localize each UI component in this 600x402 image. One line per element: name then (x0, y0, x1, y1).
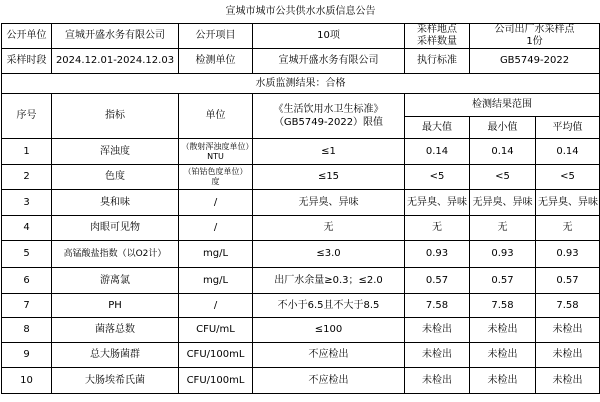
table-row (2, 190, 600, 216)
row-limit: ≤15 (253, 165, 405, 190)
row-max: 0.14 (405, 139, 470, 165)
row-avg: 0.57 (536, 268, 600, 294)
monitoring-result: 水质监测结果：合格 (2, 74, 600, 94)
header-min: 最小值 (470, 117, 536, 139)
row-seq: 5 (2, 241, 52, 268)
row-limit: ≤100 (253, 318, 405, 343)
row-limit: 不小于6.5且不大于8.5 (253, 294, 405, 318)
table-row (2, 241, 600, 268)
row-seq: 8 (2, 318, 52, 343)
row-avg: 7.58 (536, 294, 600, 318)
testing-unit-label: 检测单位 (179, 49, 253, 74)
title-row (2, 0, 600, 24)
table-row (2, 139, 600, 165)
header-standard (253, 94, 405, 139)
row-seq: 9 (2, 343, 52, 368)
table-row (2, 268, 600, 294)
row-limit: 出厂水余量≥0.3；≤2.0 (253, 268, 405, 294)
row-avg: 未检出 (536, 318, 600, 343)
row-limit: ≤3.0 (253, 241, 405, 268)
row-limit: 无异臭、异味 (253, 190, 405, 216)
page-title: 宣城市城市公共供水水质信息公告 (225, 5, 376, 17)
row-seq: 4 (2, 216, 52, 241)
row-unit: CFU/mL (179, 318, 253, 343)
sampling-period-value: 2024.12.01-2024.12.03 (52, 49, 179, 74)
row-seq: 7 (2, 294, 52, 318)
row-indicator: 游离氯 (52, 268, 179, 294)
row-indicator: 浑浊度 (52, 139, 179, 165)
sampling-site-label-b: 采样数量 (417, 36, 457, 47)
info-row-1 (2, 24, 600, 49)
row-limit: 不应检出 (253, 343, 405, 368)
row-seq: 1 (2, 139, 52, 165)
row-max: <5 (405, 165, 470, 190)
row-min: 未检出 (470, 343, 536, 368)
header-range: 检测结果范围 (405, 94, 600, 117)
row-max: 无 (405, 216, 470, 241)
standard-label: 执行标准 (405, 49, 470, 74)
row-min: 7.58 (470, 294, 536, 318)
sampling-site-value-b: 1份 (526, 36, 543, 47)
row-min: 未检出 (470, 368, 536, 394)
row-indicator: 菌落总数 (52, 318, 179, 343)
row-unit: mg/L (179, 268, 253, 294)
row-indicator: 臭和味 (52, 190, 179, 216)
header-seq: 序号 (2, 94, 52, 139)
table-row (2, 343, 600, 368)
header-unit: 单位 (179, 94, 253, 139)
publisher-value: 宣城开盛水务有限公司 (52, 24, 179, 49)
header-max: 最大值 (405, 117, 470, 139)
row-unit: / (179, 190, 253, 216)
row-limit: 不应检出 (253, 368, 405, 394)
row-max: 0.93 (405, 241, 470, 268)
row-min: 0.93 (470, 241, 536, 268)
row-unit: mg/L (179, 241, 253, 268)
row-max: 无异臭、异味 (405, 190, 470, 216)
testing-unit-value: 宣城开盛水务有限公司 (253, 49, 405, 74)
row-unit: CFU/100mL (179, 343, 253, 368)
row-avg: 无异臭、异味 (536, 190, 600, 216)
row-max: 未检出 (405, 368, 470, 394)
row-max: 0.57 (405, 268, 470, 294)
table-row (2, 368, 600, 394)
row-unit: （铂钴色度单位）度 (179, 165, 253, 190)
row-avg: 未检出 (536, 368, 600, 394)
table-row (2, 216, 600, 241)
row-min: 0.57 (470, 268, 536, 294)
row-indicator: 总大肠菌群 (52, 343, 179, 368)
row-seq: 6 (2, 268, 52, 294)
sampling-site-label-a: 采样地点 (417, 24, 457, 35)
row-max: 7.58 (405, 294, 470, 318)
row-min: 未检出 (470, 318, 536, 343)
row-avg: <5 (536, 165, 600, 190)
row-indicator: 大肠埃希氏菌 (52, 368, 179, 394)
header-row-1 (2, 94, 600, 117)
project-label: 公开项目 (179, 24, 253, 49)
row-avg: 0.93 (536, 241, 600, 268)
row-unit: / (179, 216, 253, 241)
row-indicator: 高锰酸盐指数（以O2计） (52, 241, 179, 268)
table-row (2, 318, 600, 343)
table-row (2, 294, 600, 318)
row-unit: CFU/100mL (179, 368, 253, 394)
sampling-site-value (470, 24, 600, 49)
header-standard-line1: 《生活饮用水卫生标准》 (273, 104, 384, 115)
header-indicator: 指标 (52, 94, 179, 139)
result-row (2, 74, 600, 94)
sampling-site-label (405, 24, 470, 49)
row-seq: 2 (2, 165, 52, 190)
row-indicator: 肉眼可见物 (52, 216, 179, 241)
row-unit: （散射浑浊度单位）NTU (179, 139, 253, 165)
row-min: 无异臭、异味 (470, 190, 536, 216)
table-row (2, 165, 600, 190)
row-min: <5 (470, 165, 536, 190)
row-min: 无 (470, 216, 536, 241)
row-unit: / (179, 294, 253, 318)
header-standard-line2: （GB5749-2022）限值 (273, 117, 384, 128)
standard-value: GB5749-2022 (470, 49, 600, 74)
project-value: 10项 (253, 24, 405, 49)
row-min: 0.14 (470, 139, 536, 165)
water-quality-table (1, 0, 600, 394)
sampling-period-label: 采样时段 (2, 49, 52, 74)
row-indicator: 色度 (52, 165, 179, 190)
row-max: 未检出 (405, 343, 470, 368)
row-limit: ≤1 (253, 139, 405, 165)
row-max: 未检出 (405, 318, 470, 343)
info-row-2 (2, 49, 600, 74)
sampling-site-value-a: 公司出厂水采样点 (494, 24, 575, 35)
row-seq: 3 (2, 190, 52, 216)
row-limit: 无 (253, 216, 405, 241)
row-avg: 未检出 (536, 343, 600, 368)
publisher-label: 公开单位 (2, 24, 52, 49)
row-avg: 0.14 (536, 139, 600, 165)
row-seq: 10 (2, 368, 52, 394)
header-avg: 平均值 (536, 117, 600, 139)
row-avg: 无 (536, 216, 600, 241)
row-indicator: PH (52, 294, 179, 318)
